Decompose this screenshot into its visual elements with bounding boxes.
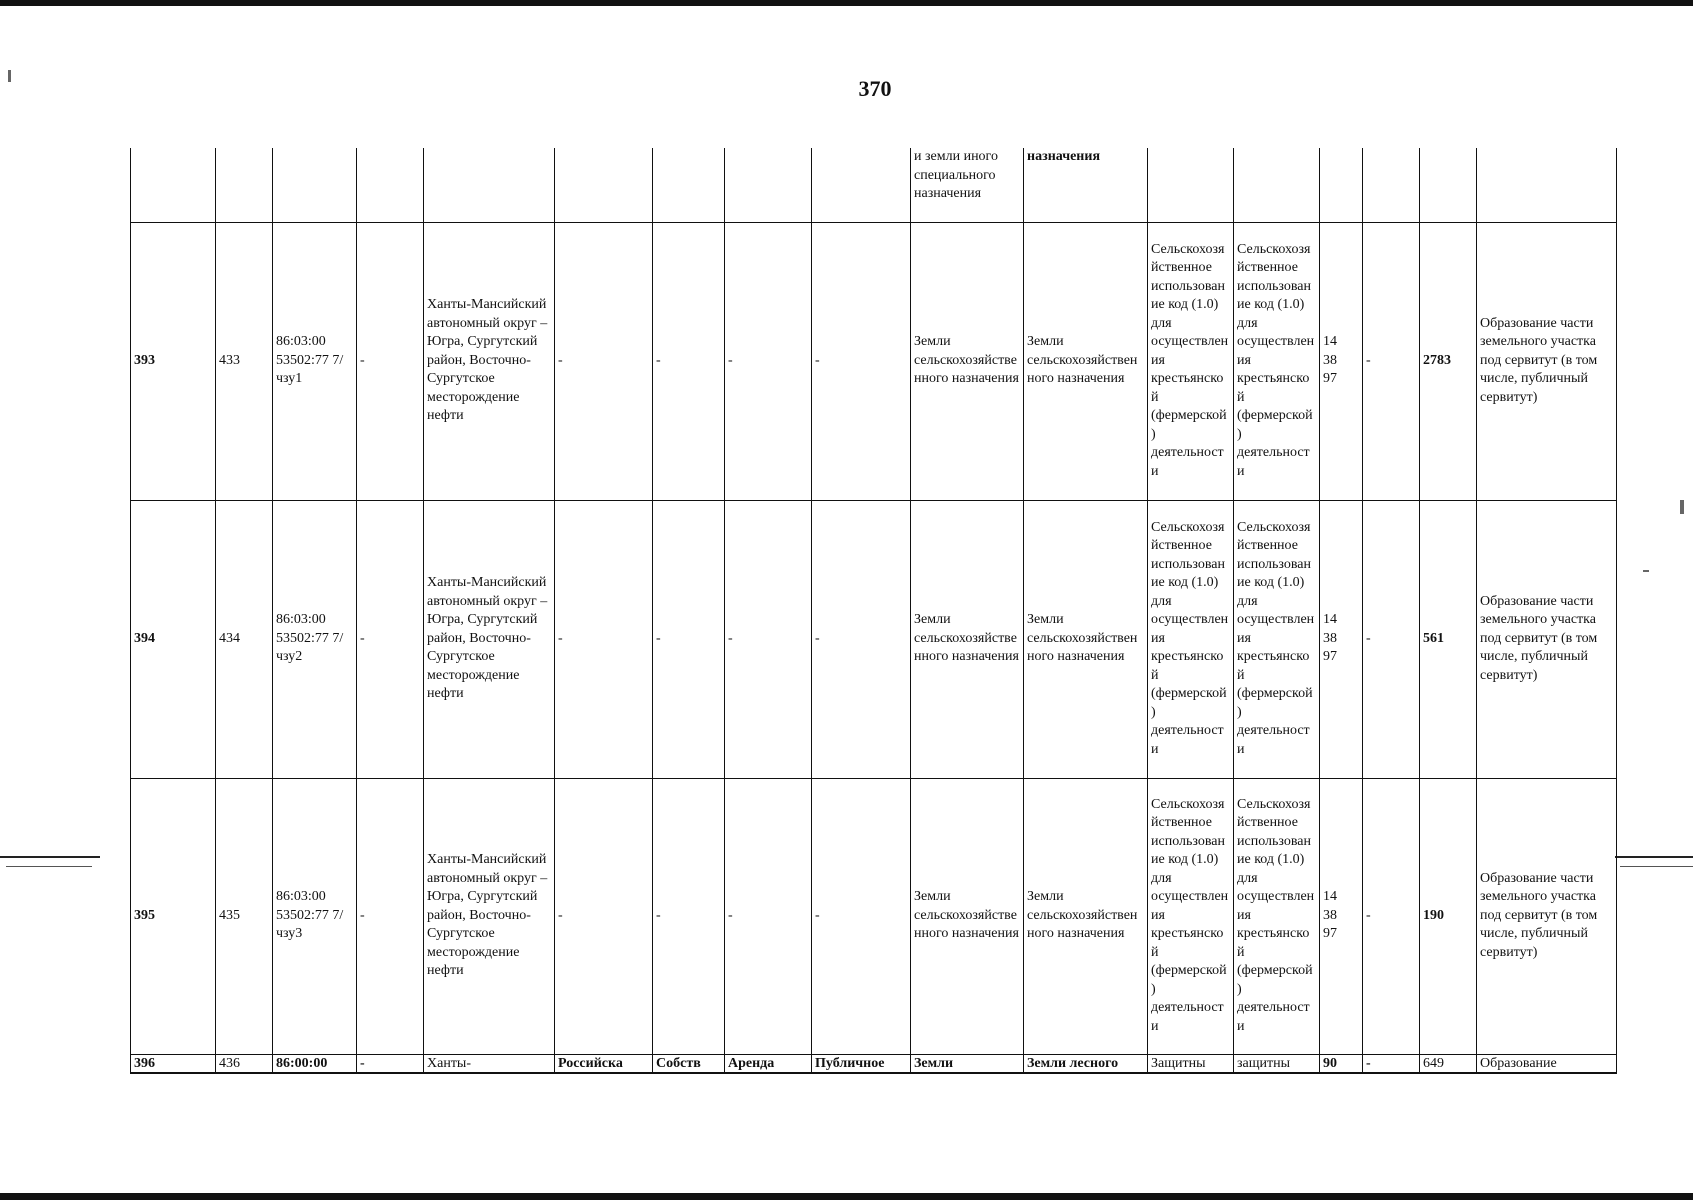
land-registry-table bbox=[130, 148, 1617, 1074]
table-cell: - bbox=[812, 222, 911, 500]
code-part: 97 bbox=[1323, 926, 1337, 942]
scan-speck bbox=[1643, 570, 1649, 572]
code-part: 14 bbox=[1323, 889, 1337, 905]
table-row bbox=[131, 778, 1617, 1054]
table-row-cut bbox=[131, 1054, 1617, 1073]
scan-mark-left bbox=[0, 856, 100, 858]
table-cell bbox=[1320, 148, 1363, 222]
code-part: 97 bbox=[1323, 371, 1337, 387]
area-cell: 649 bbox=[1420, 1054, 1477, 1073]
code-part: 38 bbox=[1323, 630, 1337, 646]
scan-mark-right-thin bbox=[1620, 866, 1693, 867]
cadastral-number: 86:03:00 53502:77 7/чзу2 bbox=[273, 500, 357, 778]
table-cell: - bbox=[812, 500, 911, 778]
row-number: 393 bbox=[131, 222, 216, 500]
land-category-cell: Земли сельскохозяйственного назначения bbox=[911, 500, 1024, 778]
cadastral-number: 86:00:00 bbox=[273, 1054, 357, 1073]
land-category-target-cell: Земли сельскохозяйственного назначения bbox=[1024, 500, 1148, 778]
table-row bbox=[131, 222, 1617, 500]
cadastral-number: 86:03:00 53502:77 7/чзу1 bbox=[273, 222, 357, 500]
table-cell: - bbox=[812, 778, 911, 1054]
code-part: 14 bbox=[1323, 334, 1337, 350]
row-id: 433 bbox=[216, 222, 273, 500]
table-cell: - bbox=[1363, 1054, 1420, 1073]
scan-edge-bottom bbox=[0, 1193, 1693, 1200]
table-cell: - bbox=[725, 778, 812, 1054]
table-cell bbox=[357, 148, 424, 222]
land-category-target-cell: Земли сельскохозяйственного назначения bbox=[1024, 778, 1148, 1054]
table-cell bbox=[216, 148, 273, 222]
row-number: 395 bbox=[131, 778, 216, 1054]
row-id: 436 bbox=[216, 1054, 273, 1073]
code-cell bbox=[1320, 778, 1363, 1054]
land-category-target-cell: Земли лесного bbox=[1024, 1054, 1148, 1073]
table-cell: - bbox=[725, 500, 812, 778]
table-cell bbox=[812, 148, 911, 222]
permitted-use-cell: Сельскохозяйственное использование код (1.0) для осуществления крестьянской (фермерской) деятельности bbox=[1148, 778, 1234, 1054]
continuation-row bbox=[131, 148, 1617, 222]
table-row bbox=[131, 500, 1617, 778]
land-category-target-cell: Земли сельскохозяйственного назначения bbox=[1024, 222, 1148, 500]
table-cell: - bbox=[725, 222, 812, 500]
table-cell: - bbox=[357, 222, 424, 500]
table-cell: - bbox=[555, 500, 653, 778]
code-part: 97 bbox=[1323, 649, 1337, 665]
scan-mark-right bbox=[1615, 856, 1693, 858]
row-id: 434 bbox=[216, 500, 273, 778]
row-number: 394 bbox=[131, 500, 216, 778]
table-cell: Российска bbox=[555, 1054, 653, 1073]
purpose-cell: Образование части земельного участка под сервитут (в том числе, публичный сервитут) bbox=[1477, 778, 1617, 1054]
permitted-use-cell: Сельскохозяйственное использование код (1.0) для осуществления крестьянской (фермерской) деятельности bbox=[1148, 222, 1234, 500]
code-cell bbox=[1320, 222, 1363, 500]
scan-edge-top bbox=[0, 0, 1693, 6]
permitted-use-cell: Защитны bbox=[1148, 1054, 1234, 1073]
table-cell: - bbox=[653, 222, 725, 500]
table-cell bbox=[1420, 148, 1477, 222]
code-part: 38 bbox=[1323, 352, 1337, 368]
table-cell: - bbox=[1363, 500, 1420, 778]
table-cell: - bbox=[653, 778, 725, 1054]
table-cell: - bbox=[357, 778, 424, 1054]
purpose-cell: Образование bbox=[1477, 1054, 1617, 1073]
code-part: 38 bbox=[1323, 907, 1337, 923]
location-cell: Ханты-Мансийский автономный округ – Югра, Сургутский район, Восточно-Сургутское месторождение нефти bbox=[424, 778, 555, 1054]
table-cell bbox=[725, 148, 812, 222]
table-cell bbox=[131, 148, 216, 222]
scan-mark-left-thin bbox=[6, 866, 92, 867]
table-cell: - bbox=[1363, 778, 1420, 1054]
location-cell: Ханты- bbox=[424, 1054, 555, 1073]
code-part: 14 bbox=[1323, 612, 1337, 628]
permitted-use-target-cell: защитны bbox=[1234, 1054, 1320, 1073]
scan-speck bbox=[8, 70, 11, 82]
code-cell bbox=[1320, 500, 1363, 778]
permitted-use-target-cell: Сельскохозяйственное использование код (1.0) для осуществления крестьянской (фермерской) деятельности bbox=[1234, 500, 1320, 778]
table-cell: Аренда bbox=[725, 1054, 812, 1073]
permitted-use-target-cell: Сельскохозяйственное использование код (1.0) для осуществления крестьянской (фермерской) деятельности bbox=[1234, 222, 1320, 500]
row-id: 435 bbox=[216, 778, 273, 1054]
code-cell: 90 bbox=[1320, 1054, 1363, 1073]
table-cell bbox=[653, 148, 725, 222]
land-category-cell: Земли сельскохозяйственного назначения bbox=[911, 778, 1024, 1054]
table-cell bbox=[424, 148, 555, 222]
table-cell bbox=[273, 148, 357, 222]
table-cell bbox=[1477, 148, 1617, 222]
land-category-cell: и земли иного специального назначения bbox=[911, 148, 1024, 222]
table-cell: - bbox=[357, 1054, 424, 1073]
table-cell bbox=[1234, 148, 1320, 222]
area-cell: 2783 bbox=[1420, 222, 1477, 500]
table-cell bbox=[555, 148, 653, 222]
location-cell: Ханты-Мансийский автономный округ – Югра, Сургутский район, Восточно-Сургутское месторождение нефти bbox=[424, 222, 555, 500]
purpose-cell: Образование части земельного участка под сервитут (в том числе, публичный сервитут) bbox=[1477, 222, 1617, 500]
table-cell bbox=[1363, 148, 1420, 222]
scan-speck bbox=[1680, 500, 1684, 514]
area-cell: 561 bbox=[1420, 500, 1477, 778]
land-category-cell: Земли bbox=[911, 1054, 1024, 1073]
table-cell: Собств bbox=[653, 1054, 725, 1073]
area-cell: 190 bbox=[1420, 778, 1477, 1054]
permitted-use-target-cell: Сельскохозяйственное использование код (1.0) для осуществления крестьянской (фермерской) деятельности bbox=[1234, 778, 1320, 1054]
purpose-cell: Образование части земельного участка под сервитут (в том числе, публичный сервитут) bbox=[1477, 500, 1617, 778]
table-cell: - bbox=[1363, 222, 1420, 500]
table-cell: - bbox=[653, 500, 725, 778]
table-cell: Публичное bbox=[812, 1054, 911, 1073]
table-cell: - bbox=[555, 222, 653, 500]
table-cell bbox=[1148, 148, 1234, 222]
row-number: 396 bbox=[131, 1054, 216, 1073]
page-number: 370 bbox=[858, 76, 892, 101]
land-category-target-cell: назначения bbox=[1024, 148, 1148, 222]
cadastral-number: 86:03:00 53502:77 7/чзу3 bbox=[273, 778, 357, 1054]
permitted-use-cell: Сельскохозяйственное использование код (1.0) для осуществления крестьянской (фермерской) деятельности bbox=[1148, 500, 1234, 778]
land-category-cell: Земли сельскохозяйственного назначения bbox=[911, 222, 1024, 500]
location-cell: Ханты-Мансийский автономный округ – Югра, Сургутский район, Восточно-Сургутское месторождение нефти bbox=[424, 500, 555, 778]
table-cell: - bbox=[357, 500, 424, 778]
table-cell: - bbox=[555, 778, 653, 1054]
